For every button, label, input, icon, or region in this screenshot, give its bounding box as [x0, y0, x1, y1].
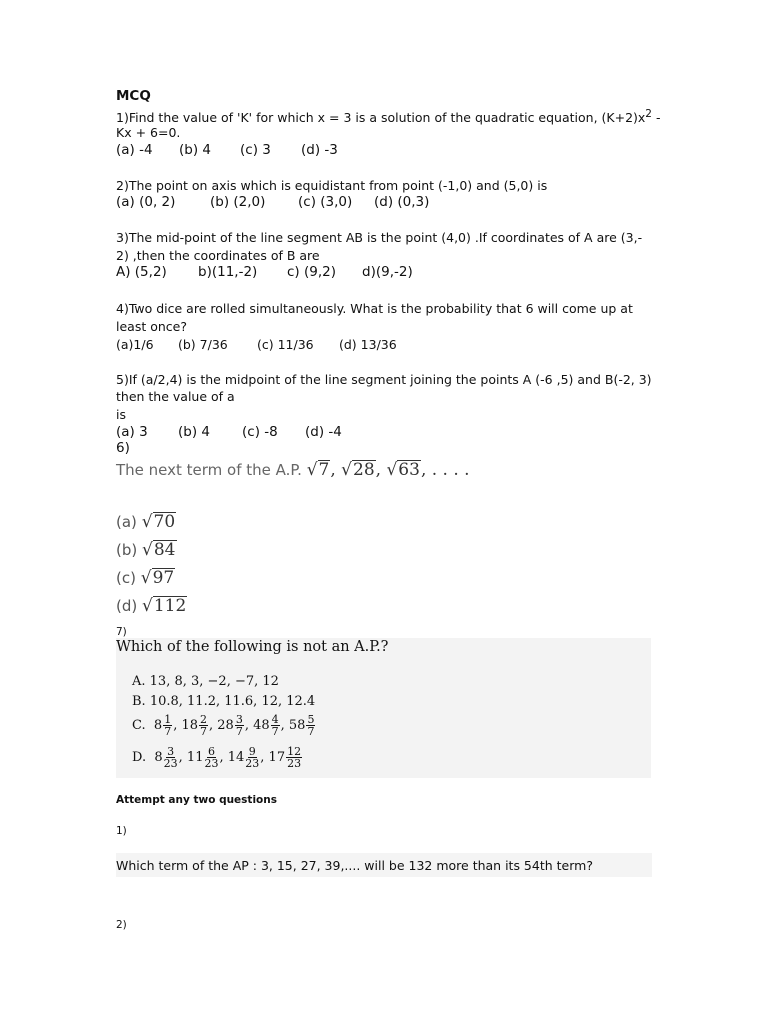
q7-option-a: A. 13, 8, 3, −2, −7, 12: [132, 674, 279, 689]
q7-option-d-label: D.: [132, 750, 147, 765]
q4-text-line2: least once?: [116, 319, 187, 334]
q4-option-d: (d) 13/36: [339, 337, 397, 352]
q7-d-term1-whole: 8: [154, 750, 163, 765]
q2-text: 2)The point on axis which is equidistant from point (-1,0) and (5,0) is: [116, 178, 548, 193]
q5-text-line1: 5)If (a/2,4) is the midpoint of the line segment joining the points A (-6 ,5) and B(-2, 3): [116, 372, 652, 387]
q7-c-term1-whole: 8: [153, 718, 163, 733]
section2-item1-box: [116, 853, 652, 877]
q1-option-c: (c) 3: [240, 142, 271, 158]
q6-choice-a: (a) √70: [116, 512, 176, 532]
q2-option-d: (d) (0,3): [374, 194, 430, 210]
q5-text-line3: is: [116, 407, 126, 422]
q7-c-term5-whole: 58: [288, 718, 306, 733]
q1-option-a: (a) -4: [116, 142, 153, 158]
q7-option-c: C. 8 $\frac{1}{7}$ , 18 $\frac{2}{7}$ , 28 $\frac{3}{7}$ , 48 $\frac{4}{7}$ , 58 $\frac{5}{7}$: [132, 713, 315, 738]
q1-option-d: (d) -3: [301, 142, 338, 158]
q7-number: 7): [116, 626, 127, 638]
q5-option-d: (d) -4: [305, 424, 342, 440]
q4-text-line1: 4)Two dice are rolled simultaneously. What is the probability that 6 will come up at: [116, 301, 633, 316]
q7-d-term4-frac: $\frac{12}{23}$: [287, 745, 302, 770]
q2-option-c: (c) (3,0): [298, 194, 353, 210]
q7-d-term3-frac: $\frac{9}{23}$: [245, 745, 260, 770]
q4-option-b: (b) 7/36: [178, 337, 228, 352]
q5-text-line2: then the value of a: [116, 389, 235, 404]
q6-choice-d-label: (d): [116, 597, 138, 615]
q3-text-line2: 2) ,then the coordinates of B are: [116, 248, 320, 263]
section2-heading: Attempt any two questions: [116, 794, 277, 806]
q6-choice-b-label: (b): [116, 541, 138, 559]
q6-choice-a-radicand: 70: [153, 512, 176, 532]
q2-option-a: (a) (0, 2): [116, 194, 176, 210]
q7-c-term3-whole: 28: [217, 718, 234, 733]
q6-question: [116, 460, 470, 480]
q7-c-term1-frac: $\frac{1}{7}$: [164, 713, 172, 738]
q5-option-c: (c) -8: [242, 424, 278, 440]
q5-options: [116, 424, 342, 441]
q6-term-2: 28: [353, 460, 375, 480]
q7-question: Which of the following is not an A.P.?: [116, 639, 389, 655]
q1-option-b: (b) 4: [179, 142, 211, 158]
q6-choice-d-radicand: 112: [153, 596, 187, 616]
mcq-heading: MCQ: [116, 88, 151, 104]
q6-choice-d: (d) √112: [116, 596, 187, 616]
q6-choice-c: (c) √97: [116, 568, 175, 588]
q2-option-b: (b) (2,0): [210, 194, 266, 210]
q7-d-term4-whole: 17: [268, 750, 286, 765]
q7-c-term2-frac: $\frac{2}{7}$: [200, 713, 207, 738]
q6-term-1: 7: [318, 460, 330, 480]
q2-options: [116, 194, 429, 211]
q4-option-c: (c) 11/36: [257, 337, 314, 352]
q6-prefix: The next term of the A.P.: [116, 461, 302, 479]
q6-choice-a-label: (a): [116, 513, 137, 531]
q7-d-term3-whole: 14: [227, 750, 245, 765]
q1-text-line2: Kx + 6=0.: [116, 125, 181, 140]
q7-c-term4-frac: $\frac{4}{7}$: [271, 713, 279, 738]
section2-item2-number: 2): [116, 919, 127, 931]
q7-d-term2-frac: $\frac{6}{23}$: [204, 745, 219, 770]
q6-choice-b-radicand: 84: [153, 540, 176, 560]
q1-text-line1: [116, 106, 660, 126]
q6-choice-c-radicand: 97: [152, 568, 175, 588]
q7-d-term2-whole: 11: [186, 750, 204, 765]
q6-terms: √7, √28, √63, . . . .: [306, 460, 470, 480]
q3-options: [116, 264, 413, 281]
section2-item1-number: 1): [116, 825, 127, 837]
q1-text-a: 1)Find the value of 'K' for which x = 3 is a solution of the quadratic equation, (K+2)x: [116, 110, 646, 126]
section2-item1-text: Which term of the AP : 3, 15, 27, 39,.... will be 132 more than its 54th term?: [116, 858, 593, 873]
q5-option-a: (a) 3: [116, 424, 148, 440]
q6-ellipsis: , . . . .: [420, 460, 470, 480]
q7-d-term1-frac: $\frac{3}{23}$: [163, 745, 178, 770]
q3-option-b: b)(11,-2): [198, 264, 258, 280]
q4-options: [116, 336, 397, 353]
q7-c-term5-frac: $\frac{5}{7}$: [307, 713, 315, 738]
q6-choice-b: (b) √84: [116, 540, 176, 560]
q7-image-box: [116, 638, 651, 778]
q7-c-term4-whole: 48: [253, 718, 270, 733]
q7-option-d: D. 8 $\frac{3}{23}$ , 11 $\frac{6}{23}$ , 14 $\frac{9}{23}$ , 17 $\frac{12}{23}$: [132, 745, 302, 770]
q3-option-c: c) (9,2): [287, 264, 336, 280]
q1-superscript: 2: [645, 108, 652, 120]
q3-option-a: A) (5,2): [116, 264, 167, 280]
q7-c-term2-whole: 18: [181, 718, 198, 733]
q6-number: 6): [116, 440, 130, 456]
q1-text-b: -: [651, 110, 661, 126]
q7-c-term3-frac: $\frac{3}{7}$: [235, 713, 243, 738]
q6-term-3: 63: [398, 460, 420, 480]
q3-text-line1: 3)The mid-point of the line segment AB is the point (4,0) .If coordinates of A are (3,-: [116, 230, 643, 245]
q6-choice-c-label: (c): [116, 569, 136, 587]
q5-option-b: (b) 4: [178, 424, 210, 440]
q1-options: [116, 142, 338, 159]
q4-option-a: (a)1/6: [116, 337, 154, 352]
q7-option-c-label: C.: [132, 718, 146, 733]
q3-option-d: d)(9,-2): [362, 264, 413, 280]
q7-option-b: B. 10.8, 11.2, 11.6, 12, 12.4: [132, 694, 316, 709]
